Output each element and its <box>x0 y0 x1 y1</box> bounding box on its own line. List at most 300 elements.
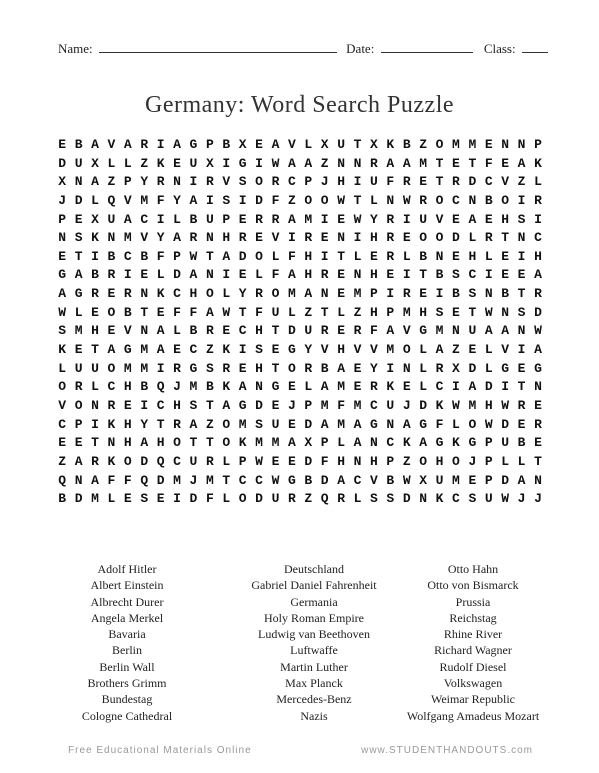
grid-letter: R <box>419 192 428 208</box>
grid-letter: A <box>238 379 247 395</box>
grid-letter: M <box>74 323 83 339</box>
grid-letter: M <box>123 230 132 246</box>
grid-letter: I <box>320 248 329 264</box>
grid-letter: M <box>353 286 362 302</box>
grid-letter: R <box>402 174 411 190</box>
class-blank <box>522 40 548 53</box>
grid-letter: O <box>452 453 460 469</box>
grid-letter: E <box>156 491 165 507</box>
grid-letter: N <box>205 267 214 283</box>
grid-letter: R <box>91 453 99 469</box>
grid-letter: D <box>534 304 542 320</box>
grid-letter: N <box>517 137 526 152</box>
grid-letter: F <box>287 248 296 264</box>
grid-letter: W <box>484 304 493 320</box>
grid-letter: E <box>353 379 362 395</box>
grid-letter: F <box>271 267 280 283</box>
grid-letter: W <box>452 397 460 413</box>
grid-letter: D <box>304 416 313 432</box>
grid-letter: K <box>156 286 165 302</box>
grid-letter: K <box>107 416 116 432</box>
word-list-item: Prussia <box>455 594 491 609</box>
grid-letter: L <box>304 137 313 152</box>
grid-letter: U <box>484 491 493 507</box>
grid-letter: E <box>337 211 346 227</box>
grid-letter: H <box>304 267 313 283</box>
grid-letter: F <box>370 323 378 339</box>
grid-letter: E <box>402 379 411 395</box>
grid-letter: I <box>156 137 165 152</box>
grid-row <box>54 266 546 285</box>
grid-letter: A <box>156 323 165 339</box>
grid-letter: H <box>173 397 181 413</box>
grid-letter: F <box>156 192 165 208</box>
grid-letter: L <box>287 304 296 320</box>
grid-letter: M <box>238 416 247 432</box>
grid-letter: A <box>107 342 116 358</box>
grid-letter: A <box>304 155 313 171</box>
word-list-item: Otto Hahn <box>447 562 499 576</box>
grid-letter: F <box>107 472 116 488</box>
grid-row <box>54 155 546 174</box>
grid-letter: R <box>255 211 263 227</box>
grid-letter: L <box>419 379 428 395</box>
grid-letter: V <box>402 323 411 339</box>
grid-letter: L <box>222 491 231 507</box>
grid-letter: L <box>255 267 263 283</box>
grid-letter: A <box>189 267 198 283</box>
grid-letter: N <box>517 323 526 339</box>
grid-letter: W <box>402 192 411 208</box>
grid-letter: E <box>271 453 280 469</box>
word-list-item: Cologne Cathedral <box>81 708 173 723</box>
grid-row <box>54 416 546 435</box>
grid-letter: Z <box>205 342 214 358</box>
grid-letter: N <box>386 416 395 432</box>
grid-letter: N <box>370 435 378 451</box>
grid-row <box>54 304 546 323</box>
grid-letter: E <box>156 304 165 320</box>
word-list-item: Holy Roman Empire <box>264 610 364 625</box>
grid-letter: I <box>534 211 542 227</box>
grid-letter: G <box>58 267 67 283</box>
grid-row <box>54 136 546 155</box>
grid-letter: V <box>271 230 280 246</box>
grid-letter: N <box>353 155 362 171</box>
grid-letter: Z <box>304 304 313 320</box>
grid-letter: O <box>501 192 510 208</box>
grid-letter: P <box>304 174 313 190</box>
grid-letter: A <box>353 416 362 432</box>
grid-letter: H <box>222 230 231 246</box>
grid-letter: H <box>123 435 132 451</box>
grid-letter: C <box>452 491 460 507</box>
grid-letter: A <box>320 379 329 395</box>
grid-letter: G <box>238 155 247 171</box>
grid-letter: I <box>386 286 395 302</box>
grid-letter: E <box>74 211 83 227</box>
grid-letter: A <box>534 267 542 283</box>
grid-letter: H <box>123 379 132 395</box>
grid-letter: S <box>74 230 83 246</box>
grid-letter: N <box>173 174 181 190</box>
grid-letter: F <box>123 472 132 488</box>
grid-letter: M <box>140 192 149 208</box>
grid-letter: E <box>287 416 296 432</box>
grid-letter: T <box>140 304 149 320</box>
grid-letter: R <box>189 230 198 246</box>
grid-letter: Z <box>58 453 67 469</box>
word-list-item: Ludwig van Beethoven <box>258 627 370 642</box>
grid-letter: E <box>501 267 510 283</box>
word-list-item: Albrecht Durer <box>90 594 164 609</box>
word-list-item: Rhine River <box>443 627 503 642</box>
grid-letter: X <box>205 155 214 171</box>
grid-letter: B <box>91 267 99 283</box>
grid-letter: E <box>238 267 247 283</box>
grid-letter: D <box>140 453 149 469</box>
grid-letter: G <box>287 342 296 358</box>
grid-letter: R <box>205 174 214 190</box>
grid-letter: J <box>402 397 411 413</box>
grid-letter: Z <box>140 155 149 171</box>
grid-letter: V <box>123 192 132 208</box>
grid-letter: Q <box>140 472 149 488</box>
grid-letter: I <box>255 155 263 171</box>
grid-letter: N <box>452 323 460 339</box>
grid-letter: X <box>238 137 247 152</box>
grid-letter: M <box>386 342 395 358</box>
grid-letter: G <box>468 435 477 451</box>
grid-letter: H <box>435 453 444 469</box>
grid-letter: M <box>189 379 198 395</box>
grid-letter: Q <box>58 472 67 488</box>
grid-row <box>54 248 546 267</box>
word-list-item: Nazis <box>300 708 328 723</box>
grid-letter: E <box>370 248 378 264</box>
grid-letter: L <box>419 342 428 358</box>
grid-letter: H <box>370 267 378 283</box>
grid-letter: R <box>222 360 231 376</box>
grid-letter: M <box>337 379 346 395</box>
grid-letter: K <box>222 379 231 395</box>
grid-letter: I <box>402 267 411 283</box>
grid-letter: E <box>452 155 460 171</box>
grid-letter: Z <box>402 453 411 469</box>
grid-letter: B <box>74 137 83 152</box>
grid-letter: A <box>189 416 198 432</box>
grid-letter: A <box>501 323 510 339</box>
grid-letter: N <box>419 491 428 507</box>
grid-letter: E <box>107 286 116 302</box>
grid-letter: B <box>123 304 132 320</box>
grid-letter: P <box>238 453 247 469</box>
grid-letter: I <box>189 174 198 190</box>
grid-letter: T <box>353 192 362 208</box>
grid-letter: D <box>255 192 263 208</box>
grid-letter: D <box>304 453 313 469</box>
grid-letter: E <box>452 211 460 227</box>
grid-letter: L <box>271 248 280 264</box>
grid-letter: L <box>484 360 493 376</box>
grid-letter: N <box>107 435 116 451</box>
grid-letter: I <box>402 211 411 227</box>
grid-letter: M <box>419 155 428 171</box>
grid-letter: P <box>304 397 313 413</box>
grid-letter: Z <box>353 304 362 320</box>
grid-letter: N <box>58 230 67 246</box>
grid-letter: S <box>255 342 263 358</box>
grid-letter: R <box>386 211 395 227</box>
word-list-item: Weimar Republic <box>430 692 515 707</box>
grid-letter: E <box>238 360 247 376</box>
grid-letter: G <box>419 323 428 339</box>
word-list-item: Adolf Hitler <box>97 562 157 576</box>
grid-letter: T <box>320 304 329 320</box>
grid-letter: H <box>419 304 428 320</box>
grid-letter: J <box>173 379 181 395</box>
grid-letter: P <box>222 211 231 227</box>
word-list-item: Otto von Bismarck <box>427 578 519 593</box>
grid-letter: N <box>353 267 362 283</box>
grid-letter: U <box>419 211 428 227</box>
footer-website[interactable]: www.STUDENTHANDOUTS.com <box>361 745 533 756</box>
grid-letter: I <box>222 155 231 171</box>
grid-row <box>54 397 546 416</box>
grid-letter: U <box>189 155 198 171</box>
grid-letter: E <box>107 323 116 339</box>
grid-letter: Z <box>107 174 116 190</box>
grid-letter: E <box>337 267 346 283</box>
grid-letter: F <box>205 491 214 507</box>
grid-letter: F <box>255 304 263 320</box>
grid-letter: I <box>501 379 510 395</box>
grid-letter: E <box>173 155 181 171</box>
grid-letter: A <box>123 137 132 152</box>
grid-letter: T <box>271 360 280 376</box>
grid-letter: A <box>534 342 542 358</box>
grid-letter: E <box>337 286 346 302</box>
grid-letter: S <box>386 491 395 507</box>
grid-letter: C <box>140 211 149 227</box>
grid-letter: P <box>320 435 329 451</box>
grid-letter: J <box>58 192 67 208</box>
grid-letter: M <box>320 397 329 413</box>
grid-letter: M <box>140 360 149 376</box>
grid-letter: S <box>205 360 214 376</box>
word-list-item: Berlin Wall <box>99 659 155 674</box>
grid-letter: E <box>140 267 149 283</box>
grid-letter: E <box>320 230 329 246</box>
grid-letter: N <box>91 397 99 413</box>
grid-letter: V <box>123 323 132 339</box>
grid-letter: H <box>337 453 346 469</box>
grid-letter: E <box>517 267 526 283</box>
grid-letter: R <box>402 286 411 302</box>
grid-letter: R <box>353 323 362 339</box>
grid-letter: H <box>123 416 132 432</box>
grid-letter: K <box>534 155 542 171</box>
grid-letter: I <box>435 286 444 302</box>
grid-letter: A <box>386 323 395 339</box>
grid-letter: T <box>205 397 214 413</box>
grid-letter: O <box>402 342 411 358</box>
grid-letter: W <box>501 491 510 507</box>
grid-letter: A <box>173 137 181 152</box>
grid-letter: X <box>370 137 378 152</box>
grid-letter: M <box>337 416 346 432</box>
grid-letter: U <box>271 491 280 507</box>
grid-letter: M <box>435 323 444 339</box>
grid-letter: E <box>517 360 526 376</box>
grid-letter: V <box>353 342 362 358</box>
grid-letter: B <box>222 137 231 152</box>
grid-letter: I <box>517 192 526 208</box>
grid-letter: I <box>173 491 181 507</box>
grid-letter: W <box>222 304 231 320</box>
class-label: Class: <box>483 41 516 56</box>
grid-letter: E <box>534 397 542 413</box>
grid-letter: C <box>468 267 477 283</box>
grid-letter: T <box>205 248 214 264</box>
grid-letter: H <box>484 397 493 413</box>
grid-letter: I <box>287 230 296 246</box>
grid-letter: N <box>140 286 149 302</box>
grid-letter: L <box>468 230 477 246</box>
grid-letter: E <box>386 267 395 283</box>
student-info-line <box>58 40 548 57</box>
grid-letter: C <box>386 435 395 451</box>
grid-letter: C <box>452 192 460 208</box>
grid-letter: U <box>501 435 510 451</box>
grid-letter: U <box>205 211 214 227</box>
word-list-item: Brothers Grimm <box>87 676 167 691</box>
grid-letter: E <box>123 397 132 413</box>
grid-letter: A <box>320 416 329 432</box>
grid-letter: E <box>91 304 99 320</box>
grid-letter: X <box>452 360 460 376</box>
grid-letter: R <box>271 174 280 190</box>
grid-letter: R <box>386 248 395 264</box>
grid-letter: D <box>255 397 263 413</box>
grid-letter: A <box>402 416 411 432</box>
grid-letter: N <box>501 137 510 152</box>
grid-letter: B <box>452 286 460 302</box>
grid-letter: L <box>91 192 99 208</box>
grid-letter: N <box>337 230 346 246</box>
grid-letter: H <box>189 286 198 302</box>
grid-letter: A <box>156 342 165 358</box>
grid-letter: W <box>484 416 493 432</box>
grid-letter: L <box>353 248 362 264</box>
grid-letter: K <box>386 379 395 395</box>
grid-letter: O <box>304 192 313 208</box>
grid-letter: C <box>370 397 378 413</box>
grid-letter: D <box>402 491 411 507</box>
grid-letter: J <box>287 397 296 413</box>
word-list-item: Deutschland <box>284 562 344 576</box>
grid-letter: X <box>419 472 428 488</box>
grid-letter: A <box>517 472 526 488</box>
grid-letter: C <box>58 416 67 432</box>
grid-letter: R <box>435 360 444 376</box>
grid-letter: W <box>402 472 411 488</box>
grid-letter: S <box>517 304 526 320</box>
grid-letter: W <box>353 211 362 227</box>
grid-letter: E <box>287 453 296 469</box>
grid-letter: O <box>419 453 428 469</box>
grid-letter: T <box>501 230 510 246</box>
grid-letter: T <box>534 453 542 469</box>
grid-letter: A <box>386 155 395 171</box>
grid-letter: P <box>205 137 214 152</box>
grid-row <box>54 341 546 360</box>
grid-letter: C <box>107 379 116 395</box>
grid-letter: I <box>140 397 149 413</box>
grid-letter: U <box>74 155 83 171</box>
grid-letter: O <box>123 453 132 469</box>
grid-letter: H <box>534 248 542 264</box>
grid-letter: N <box>74 174 83 190</box>
grid-letter: B <box>205 379 214 395</box>
grid-letter: M <box>287 286 296 302</box>
grid-letter: I <box>156 360 165 376</box>
grid-letter: I <box>222 267 231 283</box>
grid-letter: H <box>370 304 378 320</box>
grid-letter: Q <box>156 379 165 395</box>
word-list-item: Germania <box>290 594 338 609</box>
grid-letter: I <box>156 211 165 227</box>
word-list-item: Richard Wagner <box>434 643 512 658</box>
grid-letter: G <box>238 397 247 413</box>
grid-letter: E <box>74 342 83 358</box>
grid-letter: K <box>107 453 116 469</box>
grid-letter: I <box>353 230 362 246</box>
grid-letter: I <box>91 416 99 432</box>
grid-letter: N <box>534 379 542 395</box>
grid-letter: W <box>189 248 198 264</box>
grid-letter: L <box>74 304 83 320</box>
grid-letter: N <box>386 192 395 208</box>
grid-letter: K <box>91 230 99 246</box>
grid-letter: B <box>140 379 149 395</box>
grid-letter: Z <box>517 174 526 190</box>
word-list-item: Angela Merkel <box>90 610 164 625</box>
grid-letter: Z <box>205 416 214 432</box>
grid-letter: S <box>189 397 198 413</box>
grid-letter: Z <box>304 491 313 507</box>
grid-letter: A <box>419 435 428 451</box>
grid-letter: R <box>74 379 83 395</box>
grid-letter: D <box>468 174 477 190</box>
grid-letter: V <box>222 174 231 190</box>
grid-letter: L <box>337 304 346 320</box>
grid-letter: H <box>370 230 378 246</box>
grid-row <box>54 192 546 211</box>
grid-letter: O <box>222 435 231 451</box>
grid-letter: N <box>517 230 526 246</box>
grid-letter: E <box>58 248 67 264</box>
grid-letter: V <box>501 174 510 190</box>
grid-letter: M <box>140 342 149 358</box>
grid-letter: S <box>435 304 444 320</box>
grid-letter: E <box>58 137 67 152</box>
grid-letter: W <box>255 453 263 469</box>
grid-letter: P <box>386 304 395 320</box>
grid-letter: D <box>74 491 83 507</box>
grid-letter: E <box>452 248 460 264</box>
grid-letter: R <box>484 230 493 246</box>
